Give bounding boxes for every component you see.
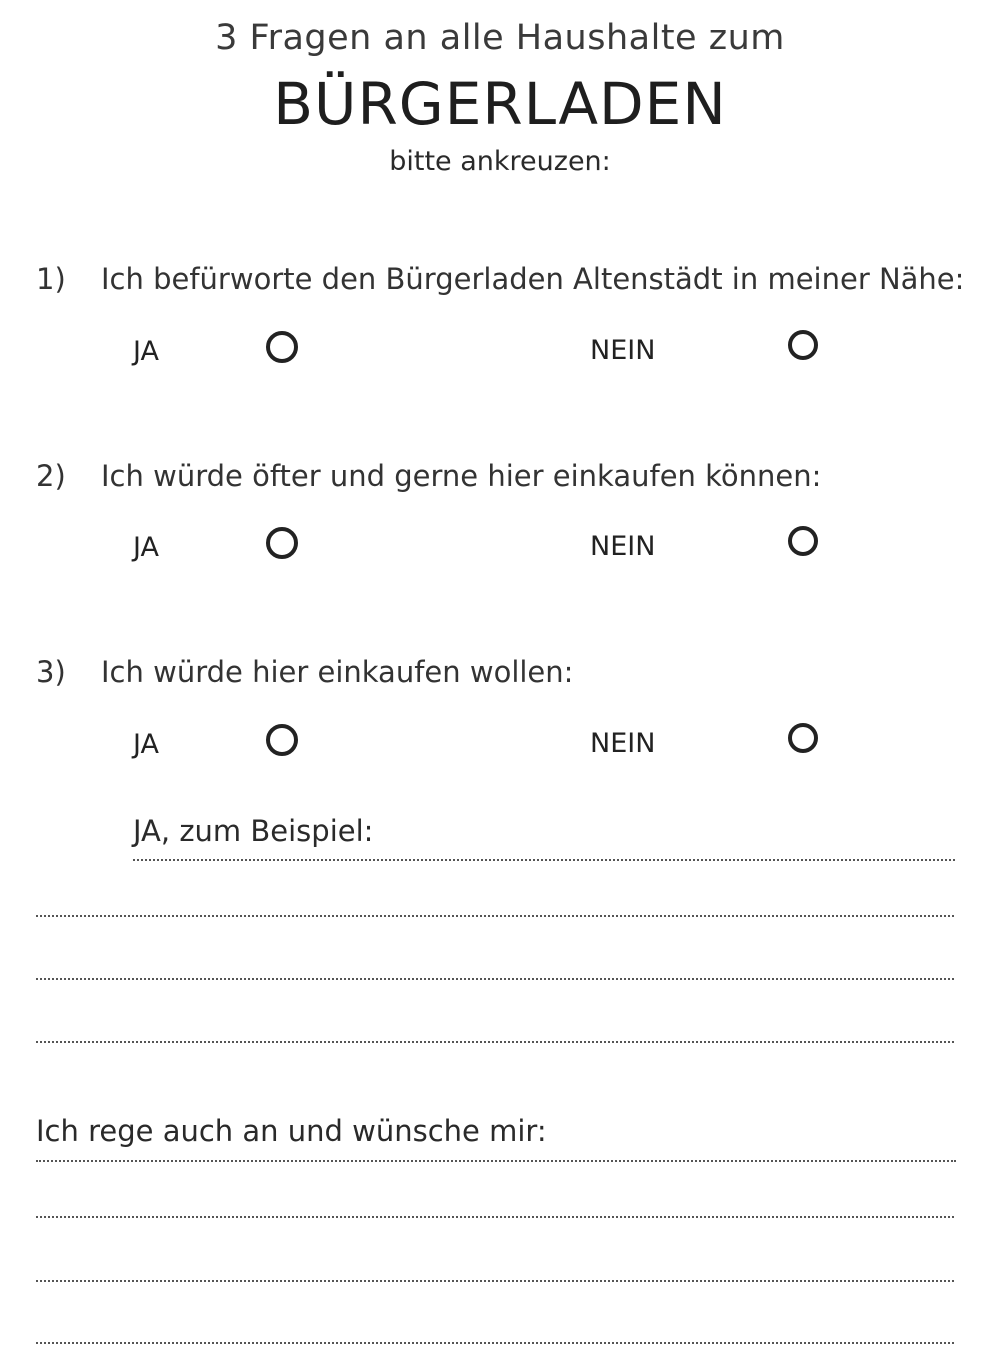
no-radio-circle-icon[interactable]	[788, 330, 818, 360]
no-radio-circle-icon[interactable]	[788, 526, 818, 556]
form-title: BÜRGERLADEN	[273, 70, 727, 138]
no-label: NEIN	[590, 728, 656, 759]
suggestion-line-3[interactable]	[36, 1280, 954, 1282]
question-text: Ich würde hier einkaufen wollen:	[101, 655, 574, 689]
suggestion-label: Ich rege auch an und wünsche mir:	[36, 1114, 547, 1148]
question-number: 2)	[36, 459, 66, 493]
example-line-3[interactable]	[36, 978, 954, 980]
suggestion-line-1[interactable]	[36, 1160, 956, 1162]
example-line-2[interactable]	[36, 915, 954, 917]
yes-radio-circle-icon[interactable]	[266, 724, 298, 756]
question-number: 1)	[36, 262, 66, 296]
yes-radio-circle-icon[interactable]	[266, 527, 298, 559]
yes-label: JA	[133, 532, 159, 563]
suggestion-line-4[interactable]	[36, 1342, 954, 1344]
example-label: JA, zum Beispiel:	[133, 814, 374, 848]
no-label: NEIN	[590, 335, 656, 366]
no-label: NEIN	[590, 531, 656, 562]
suggestion-line-2[interactable]	[36, 1216, 954, 1218]
no-radio-circle-icon[interactable]	[788, 723, 818, 753]
yes-radio-circle-icon[interactable]	[266, 331, 298, 363]
question-text: Ich befürworte den Bürgerladen Altenstädt in meiner Nähe:	[101, 262, 965, 296]
question-number: 3)	[36, 655, 66, 689]
yes-label: JA	[133, 336, 159, 367]
form-subtitle: 3 Fragen an alle Haushalte zum	[215, 18, 785, 58]
example-line-4[interactable]	[36, 1041, 954, 1043]
question-text: Ich würde öfter und gerne hier einkaufen können:	[101, 459, 822, 493]
form-instruction: bitte ankreuzen:	[389, 146, 611, 177]
example-line-1[interactable]	[133, 859, 955, 861]
yes-label: JA	[133, 729, 159, 760]
